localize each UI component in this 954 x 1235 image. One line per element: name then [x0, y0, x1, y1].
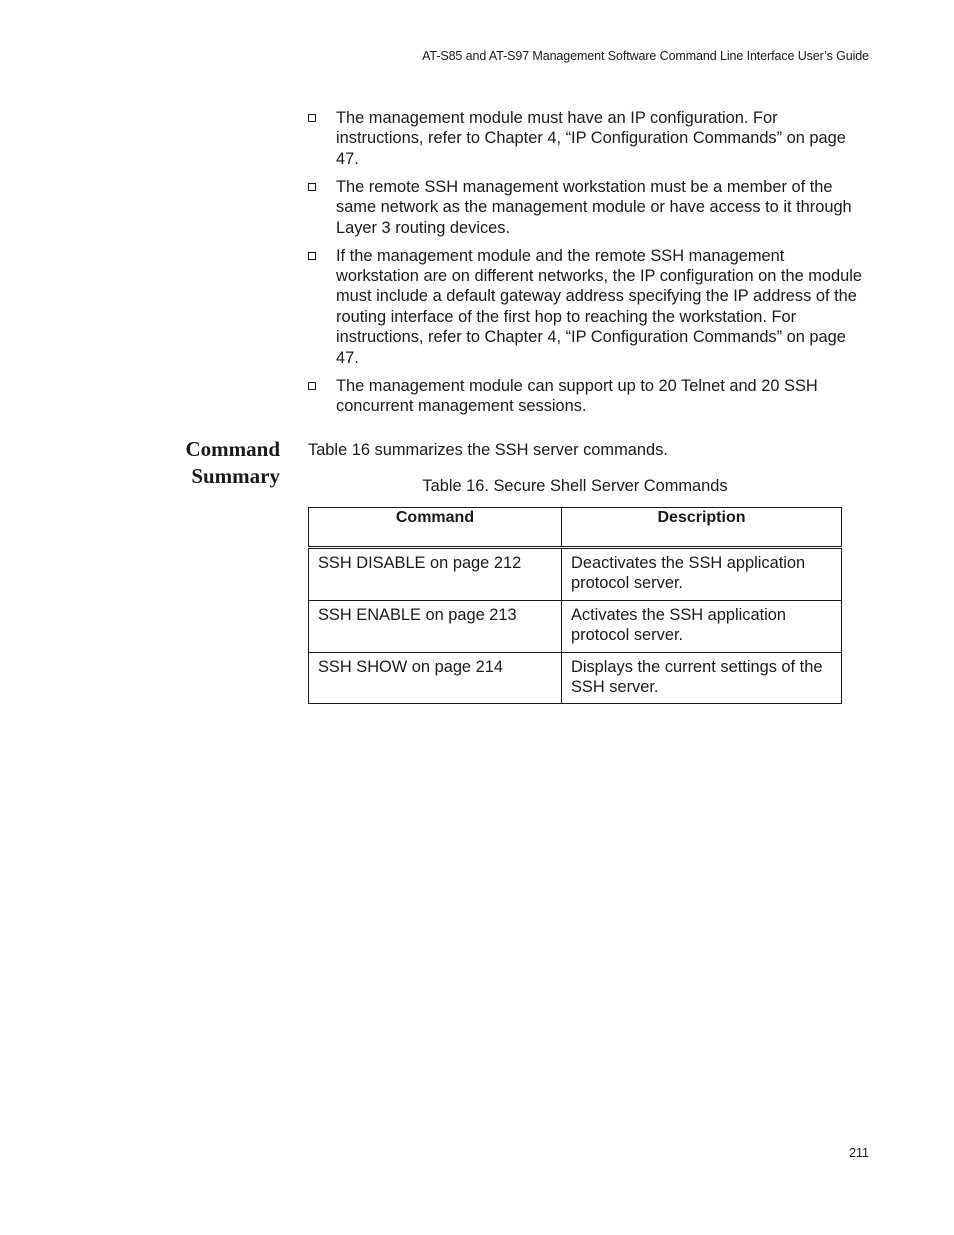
list-item-text: If the management module and the remote SSH management workstation are on different networks, the IP configuration on the module must include a default gateway address specifying the IP address of the routing interface of the first hop to reaching the workstation. For instructions, refer to Chapter 4, “IP Configuration Commands” on page 47.: [336, 246, 863, 367]
list-item-text: The management module can support up to 20 Telnet and 20 SSH concurrent management sessions.: [336, 376, 818, 416]
list-item: [308, 108, 868, 169]
description-cell: Deactivates the SSH application protocol server.: [562, 548, 842, 601]
page-number: 211: [849, 1146, 869, 1160]
table-caption: Table 16. Secure Shell Server Commands: [422, 477, 728, 495]
running-header: AT-S85 and AT-S97 Management Software Command Line Interface User’s Guide: [422, 49, 869, 63]
column-header-command: Command: [309, 508, 562, 548]
table-row: [309, 652, 842, 704]
section-heading-line2: Summary: [191, 464, 280, 488]
requirements-list: [308, 108, 868, 424]
description-cell: Activates the SSH application protocol server.: [562, 600, 842, 652]
command-cell: SSH SHOW on page 214: [309, 652, 562, 704]
list-item: [308, 177, 868, 238]
checkbox-bullet-icon: [308, 114, 316, 122]
checkbox-bullet-icon: [308, 252, 316, 260]
table-row: [309, 548, 842, 601]
list-item: [308, 376, 868, 417]
list-item-text: The remote SSH management workstation must be a member of the same network as the management module or have access to it through Layer 3 routing devices.: [336, 177, 852, 237]
section-heading-line1: Command: [185, 437, 280, 461]
column-header-description: Description: [562, 508, 842, 548]
table-header-row: [309, 508, 842, 548]
commands-table: [308, 507, 842, 704]
checkbox-bullet-icon: [308, 183, 316, 191]
checkbox-bullet-icon: [308, 382, 316, 390]
section-intro: Table 16 summarizes the SSH server commands.: [308, 441, 668, 459]
section-heading: [150, 436, 280, 490]
table-row: [309, 600, 842, 652]
command-cell: SSH DISABLE on page 212: [309, 548, 562, 601]
list-item-text: The management module must have an IP configuration. For instructions, refer to Chapter 4, “IP Configuration Commands” on page 47.: [336, 109, 846, 168]
list-item: [308, 246, 868, 368]
description-cell: Displays the current settings of the SSH server.: [562, 652, 842, 704]
command-cell: SSH ENABLE on page 213: [309, 600, 562, 652]
